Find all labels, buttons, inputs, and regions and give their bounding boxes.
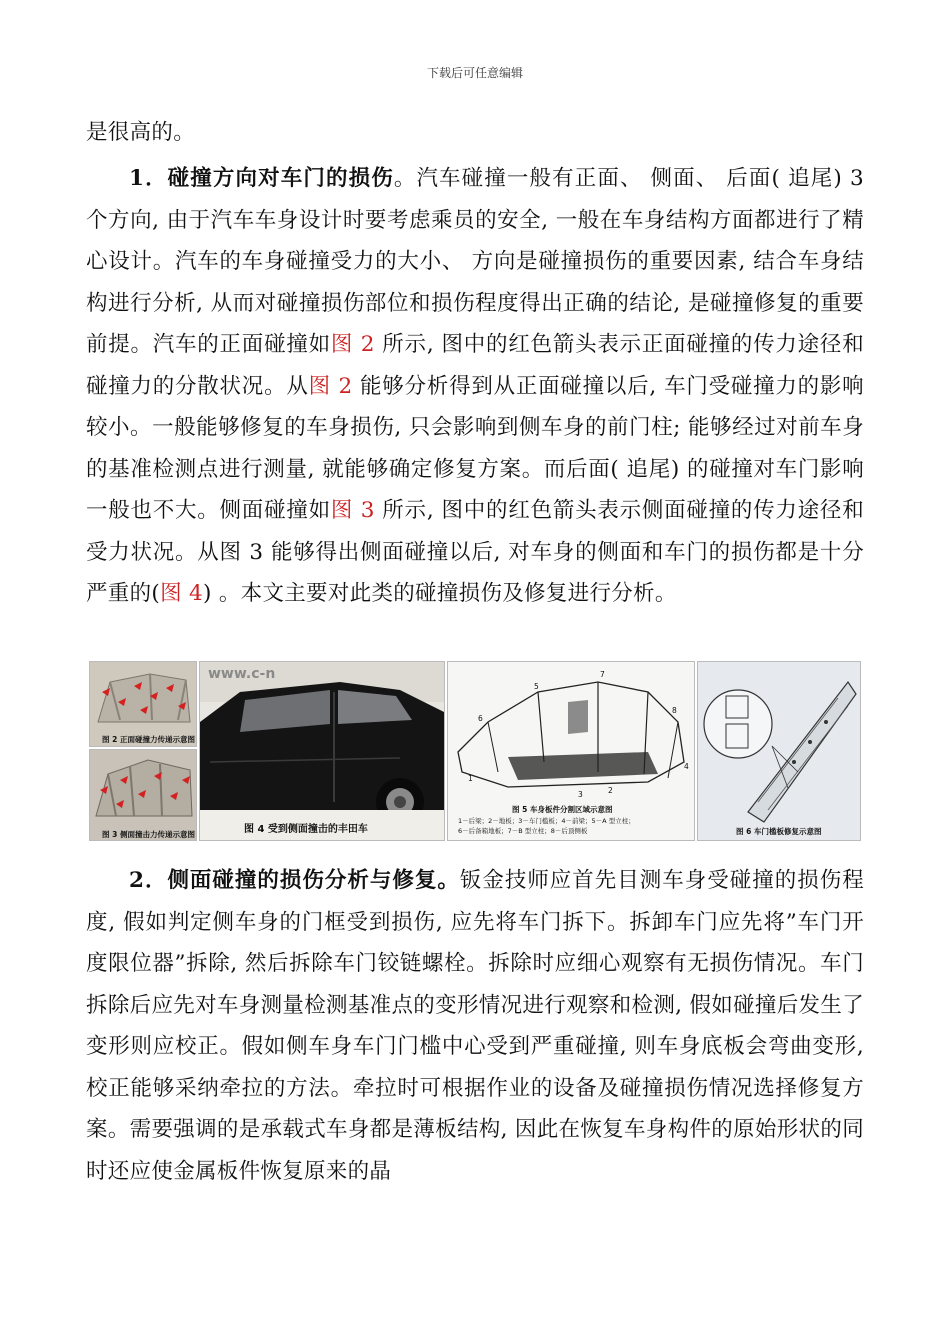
figure-3-caption: 图 3 侧面撞击力传递示意图	[102, 830, 195, 839]
fig5-label-2: 2	[608, 786, 613, 795]
section-1-text-d: 所示, 图中的红色箭头表示侧面碰撞的传力途径和受力状况。从图 3 能够得出侧面碰撞以后, 对车身的侧面和车门的损伤都是十分严重的(	[86, 498, 864, 606]
section-1-text-c: 能够分析得到从正面碰撞以后, 车门受碰撞力的影响较小。一般能够修复的车身损伤, 只会影响到侧车身的前门柱; 能够经过对前车身的基准检测点进行测量, 就能够确定修复方案。而后面( 追尾) 的碰撞对车门影响一般也不大。侧面碰撞如	[86, 373, 864, 523]
paragraph-continuation: 是很高的。	[86, 120, 196, 145]
section-1-text-a: 。汽车碰撞一般有正面、 侧面、 后面( 追尾) 3 个方向, 由于汽车车身设计时要考虑乘员的安全, 一般在车身结构方面都进行了精心设计。汽车的车身碰撞受力的大小、 方向是碰撞损伤的重要因素, 结合车身结构进行分析, 从而对碰撞损伤部位和损伤程度得出正确的结论, 是碰撞修复的重要前提。汽车的正面碰撞如	[86, 166, 865, 357]
side-collision-diagram	[90, 750, 196, 840]
section-1-text-e: ) 。本文主要对此类的碰撞损伤及修复进行分析。	[203, 581, 677, 606]
fig5-label-5: 5	[534, 682, 539, 691]
section-1-text-b: 所示, 图中的红色箭头表示正面碰撞的传力途径和碰撞力的分散状况。从	[86, 332, 864, 399]
damaged-toyota-photo	[200, 662, 444, 840]
fig5-label-6: 6	[478, 714, 483, 723]
rocker-panel-repair-diagram	[698, 662, 860, 840]
figure-3-image	[89, 749, 197, 841]
figure-4-caption: 图 4 受到侧面撞击的丰田车	[244, 824, 368, 835]
section-1-heading: 1．碰撞方向对车门的损伤	[129, 166, 394, 191]
figure-2-caption: 图 2 正面碰撞力传递示意图	[102, 735, 195, 744]
figure-5-legend-line1: 1－后梁；2－地板；3－车门槛板；4－前梁；5－A 型立柱；	[458, 817, 635, 825]
page-header: 下载后可任意编辑	[426, 66, 523, 80]
fig5-label-7: 7	[600, 670, 605, 679]
paragraph-section-1	[86, 158, 864, 615]
fig5-label-1: 1	[468, 774, 473, 783]
fig5-label-8: 8	[672, 706, 677, 715]
section-2-text: 钣金技师应首先目测车身受碰撞的损伤程度, 假如判定侧车身的门框受到损伤, 应先将车门拆下。拆卸车门应先将”车门开度限位器”拆除, 然后拆除车门铰链螺栓。拆除时应细心观察有无损伤情况。车门拆除后应先对车身测量检测基准点的变形情况进行观察和检测, 假如碰撞后发生了变形则应校正。假如侧车身车门门槛中心受到严重碰撞, 则车身底板会弯曲变形, 校正能够采纳牵拉的方法。牵拉时可根据作业的设备及碰撞损伤情况选择修复方案。需要强调的是承载式车身都是薄板结构, 因此在恢复车身构件的原始形状的同时还应使金属板件恢复原来的晶	[86, 868, 864, 1184]
figure-3-ref[interactable]: 图 3	[330, 498, 375, 523]
figure-5-legend-line2: 6－后备箱地板；7－B 型立柱；8－后顶侧板	[458, 827, 588, 835]
figure-5-image	[447, 661, 695, 841]
figure-4-image	[199, 661, 445, 841]
figure-6-image	[697, 661, 861, 841]
figure-5-caption: 图 5 车身板件分割区域示意图	[512, 805, 613, 814]
figure-4-ref[interactable]: 图 4	[160, 581, 204, 606]
fig5-label-3: 3	[578, 790, 583, 799]
fig5-label-4: 4	[684, 762, 689, 771]
figure-4-watermark: www.c-n	[208, 666, 276, 682]
figure-2-image	[89, 661, 197, 747]
paragraph-section-2	[86, 860, 864, 1192]
figure-2-ref-b[interactable]: 图 2	[308, 373, 353, 399]
figure-6-caption: 图 6 车门槛板修复示意图	[736, 827, 822, 836]
figure-2-ref-a[interactable]: 图 2	[330, 332, 375, 357]
section-2-heading: 2．侧面碰撞的损伤分析与修复。	[129, 868, 460, 893]
